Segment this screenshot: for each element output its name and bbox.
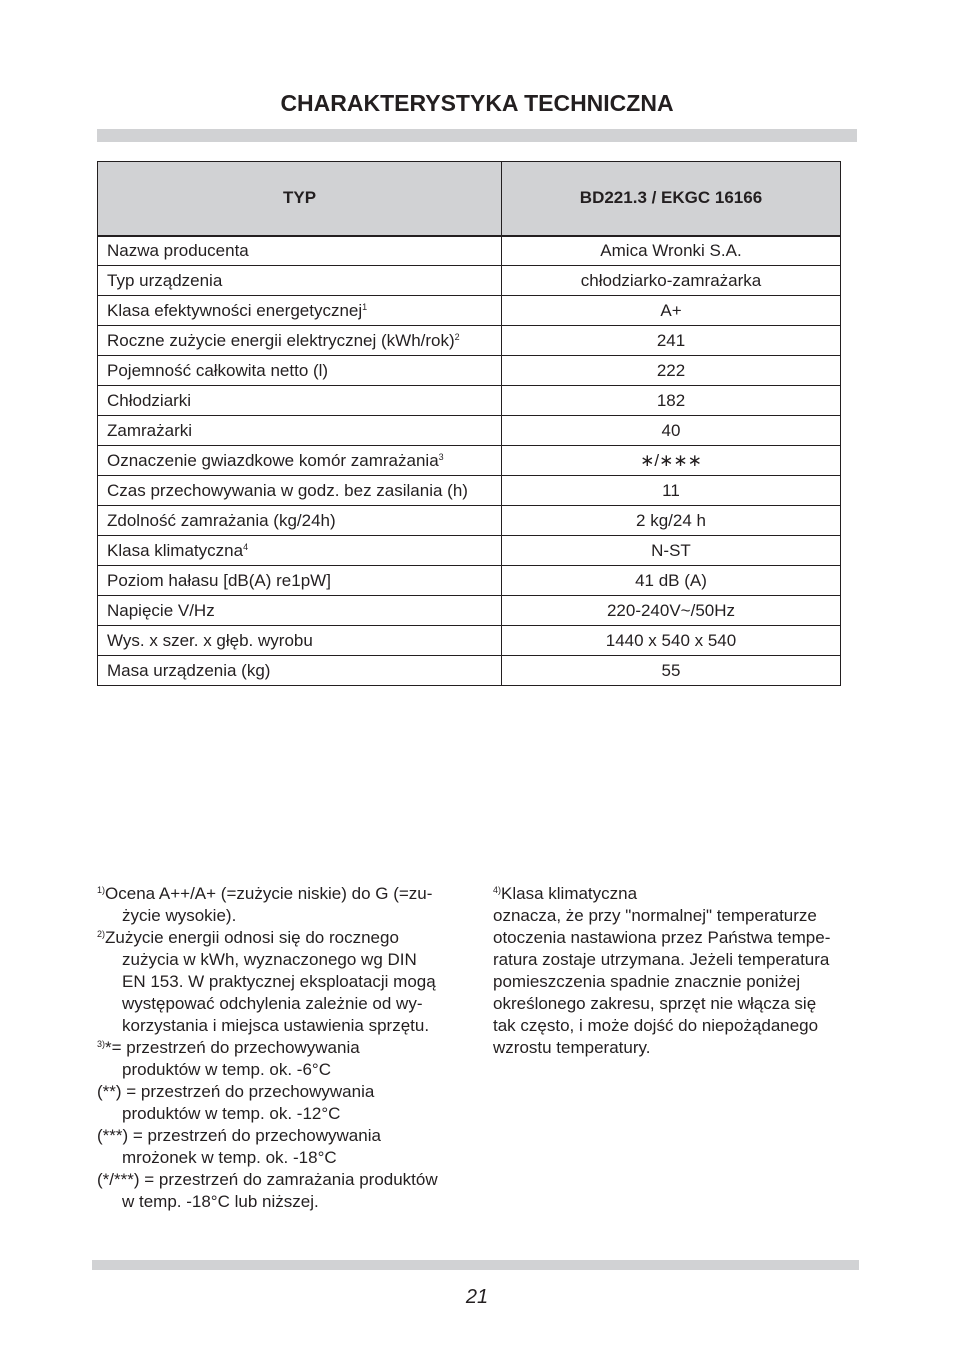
footnote: [97, 1037, 472, 1081]
footnote-marker: 1): [97, 885, 106, 895]
table-header-row: [98, 162, 841, 236]
row-label: [98, 476, 502, 506]
footnote-continuation: zużycia w kWh, wyznaczonego wg DIN: [122, 950, 417, 969]
footnote-text: *= przestrzeń do przechowywania: [105, 1038, 360, 1057]
footnote-text: Zużycie energii odnosi się do rocznego: [105, 928, 399, 947]
footnote-text: Ocena A++/A+ (=zużycie niskie) do G (=zu-: [105, 884, 433, 903]
footnote-line: otoczenia nastawiona przez Państwa tempe-: [493, 928, 831, 947]
table-row: [98, 266, 841, 296]
row-label: [98, 236, 502, 266]
footnote: [97, 1081, 472, 1125]
page-number: 21: [465, 1286, 489, 1308]
row-value: 41 dB (A): [502, 566, 841, 596]
header-model: BD221.3 / EKGC 16166: [502, 162, 841, 236]
row-value: N-ST: [502, 536, 841, 566]
row-value: 55: [502, 656, 841, 686]
row-label: [98, 536, 502, 566]
footnote-continuation: produktów w temp. ok. -12°C: [122, 1104, 341, 1123]
row-value: Amica Wronki S.A.: [502, 236, 841, 266]
row-label-text: Pojemność całkowita netto (l): [107, 360, 329, 380]
footnote: [97, 883, 472, 927]
row-value: 182: [502, 386, 841, 416]
footnote-line: określonego zakresu, sprzęt nie włącza się: [493, 994, 817, 1013]
row-label: [98, 566, 502, 596]
row-label: [98, 266, 502, 296]
footnote-continuation: występować odchylenia zależnie od wy-: [122, 994, 423, 1013]
footnote-line: tak często, i może dojść do niepożądanego: [493, 1016, 819, 1035]
row-label-text: Typ urządzenia: [107, 270, 223, 290]
footnote: [97, 1169, 472, 1213]
footer-bar: [92, 1260, 859, 1270]
footnotes-left: [97, 883, 472, 1213]
table-row: [98, 506, 841, 536]
footnote-ref: 3: [438, 451, 444, 462]
row-label: [98, 596, 502, 626]
footnote-continuation: produktów w temp. ok. -6°C: [122, 1060, 331, 1079]
table-row: [98, 236, 841, 266]
footnote-continuation: mrożonek w temp. ok. -18°C: [122, 1148, 337, 1167]
row-label-text: Nazwa producenta: [107, 240, 249, 260]
table-row: [98, 296, 841, 326]
row-label: [98, 506, 502, 536]
row-label: [98, 626, 502, 656]
header-typ: TYP: [98, 162, 502, 236]
row-label-text: Czas przechowywania w godz. bez zasilania (h): [107, 480, 468, 500]
table-row: [98, 596, 841, 626]
row-value: chłodziarko-zamrażarka: [502, 266, 841, 296]
footnote-line: ratura zostaje utrzymana. Jeżeli temperatura: [493, 950, 830, 969]
row-label-text: Oznaczenie gwiazdkowe komór zamrażania: [107, 450, 439, 470]
row-label: [98, 296, 502, 326]
row-label: [98, 386, 502, 416]
footnote-marker: 3): [97, 1039, 106, 1049]
row-label-text: Wys. x szer. x głęb. wyrobu: [107, 630, 313, 650]
row-label: [98, 326, 502, 356]
footnote-line: wzrostu temperatury.: [493, 1038, 651, 1057]
footnote-text: (**) = przestrzeń do przechowywania: [97, 1082, 375, 1101]
row-value: 220-240V~/50Hz: [502, 596, 841, 626]
row-value: 11: [502, 476, 841, 506]
row-label-text: Chłodziarki: [107, 390, 192, 410]
row-value: 241: [502, 326, 841, 356]
row-label-text: Poziom hałasu [dB(A) re1pW]: [107, 570, 331, 590]
table-row: [98, 566, 841, 596]
table-row: [98, 476, 841, 506]
footnote-continuation: korzystania i miejsca ustawienia sprzętu.: [122, 1016, 430, 1035]
footnote: [97, 927, 472, 1037]
table-row: [98, 446, 841, 476]
row-value: 40: [502, 416, 841, 446]
table-row: [98, 386, 841, 416]
table-row: [98, 656, 841, 686]
footnote-continuation: w temp. -18°C lub niższej.: [122, 1192, 319, 1211]
row-label: [98, 416, 502, 446]
row-value: ∗/∗∗∗: [502, 446, 841, 476]
spec-table: [97, 161, 841, 686]
row-value: 222: [502, 356, 841, 386]
footnote-heading: Klasa klimatyczna: [501, 884, 638, 903]
table-row: [98, 536, 841, 566]
row-label-text: Masa urządzenia (kg): [107, 660, 271, 680]
row-label-text: Roczne zużycie energii elektrycznej (kWh/rok): [107, 330, 455, 350]
table-row: [98, 326, 841, 356]
footnote-ref: 4: [243, 541, 249, 552]
row-value: A+: [502, 296, 841, 326]
table-row: [98, 356, 841, 386]
footnote-ref: 1: [362, 301, 368, 312]
title-underline-bar: [97, 129, 857, 142]
row-label: [98, 446, 502, 476]
row-label-text: Klasa klimatyczna: [107, 540, 244, 560]
row-label-text: Napięcie V/Hz: [107, 600, 215, 620]
row-label-text: Zamrażarki: [107, 420, 193, 440]
footnote-continuation: życie wysokie).: [122, 906, 237, 925]
page-title: CHARAKTERYSTYKA TECHNICZNA: [280, 90, 674, 116]
footnote-text: (*/***) = przestrzeń do zamrażania produktów: [97, 1170, 438, 1189]
row-label-text: Zdolność zamrażania (kg/24h): [107, 510, 336, 530]
row-value: 2 kg/24 h: [502, 506, 841, 536]
row-label: [98, 656, 502, 686]
footnote-4: [493, 883, 863, 905]
footnote-ref: 2: [454, 331, 460, 342]
table-row: [98, 626, 841, 656]
footnote-marker: 2): [97, 929, 106, 939]
footnote-line: oznacza, że przy "normalnej" temperaturze: [493, 906, 817, 925]
footnote-text: (***) = przestrzeń do przechowywania: [97, 1126, 381, 1145]
footnote: [97, 1125, 472, 1169]
footnote-continuation: EN 153. W praktycznej eksploatacji mogą: [122, 972, 436, 991]
footnotes-right: [493, 883, 863, 1059]
row-value: 1440 x 540 x 540: [502, 626, 841, 656]
row-label: [98, 356, 502, 386]
footnote-line: pomieszczenia spadnie znacznie poniżej: [493, 972, 801, 991]
table-row: [98, 416, 841, 446]
row-label-text: Klasa efektywności energetycznej: [107, 300, 363, 320]
footnote-marker: 4): [493, 885, 502, 895]
